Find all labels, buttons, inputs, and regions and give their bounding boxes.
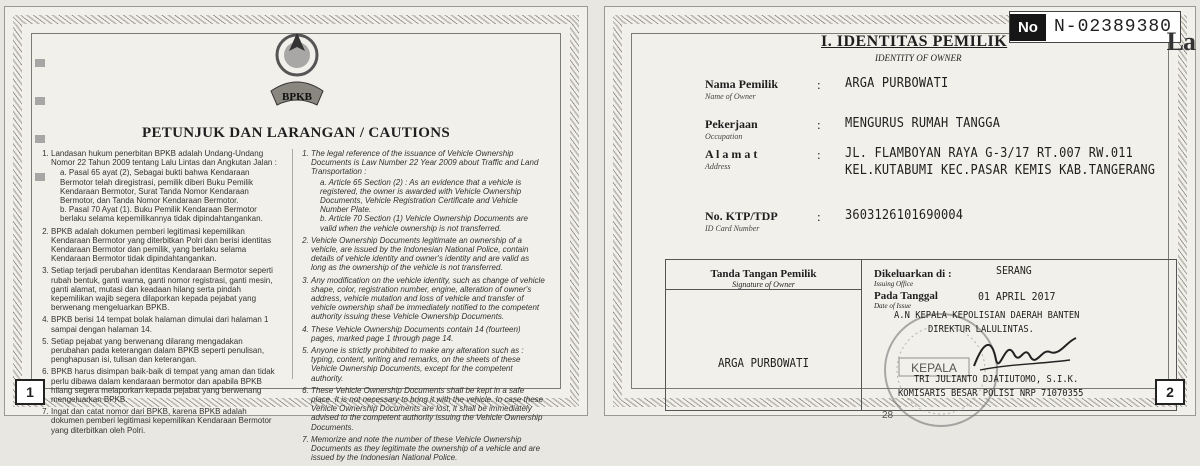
caution-en-subitem: a. Article 65 Section (2) : As an evidence that a vehicle is registered, the owner is awarded with Vehicle Ownership Documents, Vehicle Registration Certificate and Vehicle Number Plate. bbox=[320, 177, 522, 215]
official-line-1: A.N KEPALA KEPOLISIAN DAERAH BANTEN bbox=[894, 310, 1080, 321]
colon: : bbox=[817, 147, 821, 162]
colon: : bbox=[817, 209, 821, 224]
edge-mark: La bbox=[1166, 27, 1195, 56]
emblem-text: BPKB bbox=[282, 91, 312, 103]
issued-date-label: Pada Tanggal Date of Issue bbox=[874, 290, 938, 310]
field-value-nama: ARGA PURBOWATI bbox=[845, 76, 949, 91]
field-value-pekerjaan: MENGURUS RUMAH TANGGA bbox=[845, 116, 1001, 131]
field-value-alamat-2: KEL.KUTABUMI KEC.PASAR KEMIS KAB.TANGERANG bbox=[845, 163, 1156, 178]
field-label-alamat: A l a m a t Address bbox=[705, 147, 758, 171]
caution-id-item: 5. Setiap pejabat yang berwenang dilarang mengadakan perubahan pada keterangan dalam BPKB seperti penulisan, penghapusan isi, tulisan dan keterangan. bbox=[51, 337, 279, 365]
issued-at-label: Dikeluarkan di : Issuing Office bbox=[874, 268, 952, 288]
cautions-id-column bbox=[39, 149, 279, 438]
caution-id-item: 4. BPKB berisi 14 tempat bolak halaman dimulai dari halaman 1 sampai dengan halaman 14. bbox=[51, 315, 279, 333]
section-subtitle: IDENTITY OF OWNER bbox=[875, 53, 962, 63]
document-number bbox=[1009, 11, 1181, 43]
stamp-text: KEPALA bbox=[911, 361, 957, 375]
caution-id-item: 6. BPKB harus disimpan baik-baik di tempat yang aman dan tidak perlu dibawa dalam kendaraan bermotor dan apabila BPKB hilang segera melaporkan kepada pejabat yang berwenang mengeluarkan BPKB. bbox=[51, 367, 279, 404]
caution-id-subitem: a. Pasal 65 ayat (2), Sebagai bukti bahwa Kendaraan Bermotor telah diregistrasi, pemilik diberi Buku Pemilik Kendaraan Bermotor, Surat Tanda Nomor Kendaraan Bermotor, dan Tanda Nomor Kendaraan Bermotor. bbox=[60, 168, 253, 206]
page-owner-identity bbox=[604, 6, 1196, 416]
caution-en-subitem: b. Article 70 Section (1) Vehicle Ownership Documents are valid when the vehicle ownership is not transferred. bbox=[320, 214, 528, 233]
caution-id-item: 2. BPKB adalah dokumen pemberi legitimasi kepemilikan Kendaraan Bermotor yang diterbitkan Polri dan berisi identitas Kendaraan Bermotor dan pemilik, yang berlaku selama Kendaraan Bermotor tidak dipindahtangankan. bbox=[51, 227, 279, 264]
owner-signature-header: Tanda Tangan Pemilik Signature of Owner bbox=[666, 260, 861, 290]
owner-signature-name: ARGA PURBOWATI bbox=[717, 356, 810, 370]
official-rank: KOMISARIS BESAR POLISI NRP 71070355 bbox=[898, 388, 1084, 399]
field-value-ktp: 3603126101690004 bbox=[845, 208, 964, 223]
caution-en-item: 3. Any modification on the vehicle identity, such as change of vehicle shape, color, registration number, engine, alteration of owner's address, vehicle mutation and loss of vehicle and transfer of vehicle ownership shall be immediately notified to the competent authority issuing these Vehicle Ownership Documents. bbox=[311, 276, 545, 322]
page-number-1: 1 bbox=[15, 379, 45, 405]
caution-en-item: 5. Anyone is strictly prohibited to make any alteration such as : typing, content, writing and remarks, on the sheets of these Vehicle Ownership Documents, except for the competent authority. bbox=[311, 346, 545, 383]
footer-mark: 28 bbox=[882, 410, 894, 421]
colon: : bbox=[817, 117, 821, 132]
document-number-value: N-02389380 bbox=[1053, 17, 1172, 37]
caution-id-item: 7. Ingat dan catat nomor dari BPKB, karena BPKB adalah dokumen pemberi legitimasi kepemilikan Kendaraan Bermotor yang diterbitkan oleh Polri. bbox=[51, 407, 279, 435]
caution-en-item: 1. The legal reference of the issuance of Vehicle Ownership Documents is Law Number 22 Year 2009 about Traffic and Land Transportation : a. Article 65 Section (2) : As an evidence that a vehicle is registered, the owner is awarded with Vehicle Ownership Documents, Vehicle Registration Certificate and Vehicle Number Plate. b. Article 70 Section (1) Vehicle Ownership Documents are valid when the vehicle ownership is not transferred. bbox=[311, 149, 545, 233]
colon: : bbox=[817, 77, 821, 92]
field-label-ktp: No. KTP/TDP ID Card Number bbox=[705, 209, 778, 233]
caution-en-item: 2. Vehicle Ownership Documents legitimate an ownership of a vehicle, are issued by the Indonesian National Police, contain details of vehicle identity and owner's identity and are valid as long as the ownership of the vehicle is not transferred. bbox=[311, 236, 545, 273]
official-line-2: DIREKTUR LALULINTAS. bbox=[928, 324, 1034, 335]
caution-id-item: 1. Landasan hukum penerbitan BPKB adalah Undang-Undang Nomor 22 Tahun 2009 tentang Lalu Lintas dan Angkutan Jalan : a. Pasal 65 ayat (2), Sebagai bukti bahwa Kendaraan Bermotor telah diregistrasi, pemilik diberi Buku Pemilik Kendaraan Bermotor, Surat Tanda Nomor Kendaraan Bermotor, dan Tanda Nomor Kendaraan Bermotor. b. Pasal 70 Ayat (1). Buku Pemilik Kendaraan Bermotor berlaku selama kepemilikannya tidak dipindahtangankan. bbox=[51, 149, 279, 224]
issued-date-value: 01 APRIL 2017 bbox=[978, 290, 1056, 303]
cautions-en-list bbox=[299, 149, 545, 463]
caution-en-item: 7. Memorize and note the number of these Vehicle Ownership Documents as they legitimate the ownership of a vehicle and are issued by the Indonesian National Police. bbox=[311, 435, 545, 463]
section-title: I. IDENTITAS PEMILIK bbox=[821, 33, 1008, 50]
official-name: TRI JULIANTO DJATIUTOMO, S.I.K. bbox=[914, 374, 1079, 385]
bpkb-emblem-icon bbox=[257, 21, 337, 121]
page-cautions bbox=[4, 6, 588, 463]
column-divider bbox=[292, 149, 293, 379]
document-number-label: No bbox=[1010, 14, 1046, 41]
caution-en-item: 6. These Vehicle Ownership Documents shall be kept in a safe place. It is not necessary to bring it with the vehicle. In case these Vehicle Ownership Documents are lost, it shall be immediately advised to the competent authority issuing the Vehicle Ownership Documents. bbox=[311, 386, 545, 432]
cautions-title: PETUNJUK DAN LARANGAN / CAUTIONS bbox=[142, 125, 450, 141]
caution-en-item: 4. These Vehicle Ownership Documents contain 14 (fourteen) pages, marked page 1 through page 14. bbox=[311, 325, 545, 343]
caution-id-subitem: b. Pasal 70 Ayat (1). Buku Pemilik Kendaraan Bermotor berlaku selama kepemilikannya tidak dipindahtangankan. bbox=[60, 205, 263, 224]
field-value-alamat-1: JL. FLAMBOYAN RAYA G-3/17 RT.007 RW.011 bbox=[845, 146, 1134, 161]
cautions-id-list bbox=[39, 149, 279, 435]
cautions-en-column bbox=[299, 149, 545, 466]
page-number-2: 2 bbox=[1155, 379, 1185, 405]
issued-at-value: SERANG bbox=[996, 264, 1032, 277]
field-label-nama: Nama Pemilik Name of Owner bbox=[705, 77, 778, 101]
caution-id-item: 3. Setiap terjadi perubahan identitas Kendaraan Bermotor seperti rubah bentuk, ganti warna, ganti nomor registrasi, ganti mesin, ganti alamat, mutasi dan keadaan hilang serta pindah kepemilikan wajib segera dilaporkan kepada pejabat yang berwenang mengeluarkan BPKB. bbox=[51, 266, 279, 312]
signature-table bbox=[665, 259, 1177, 411]
field-label-pekerjaan: Pekerjaan Occupation bbox=[705, 117, 758, 141]
official-signature-icon bbox=[970, 330, 1080, 376]
